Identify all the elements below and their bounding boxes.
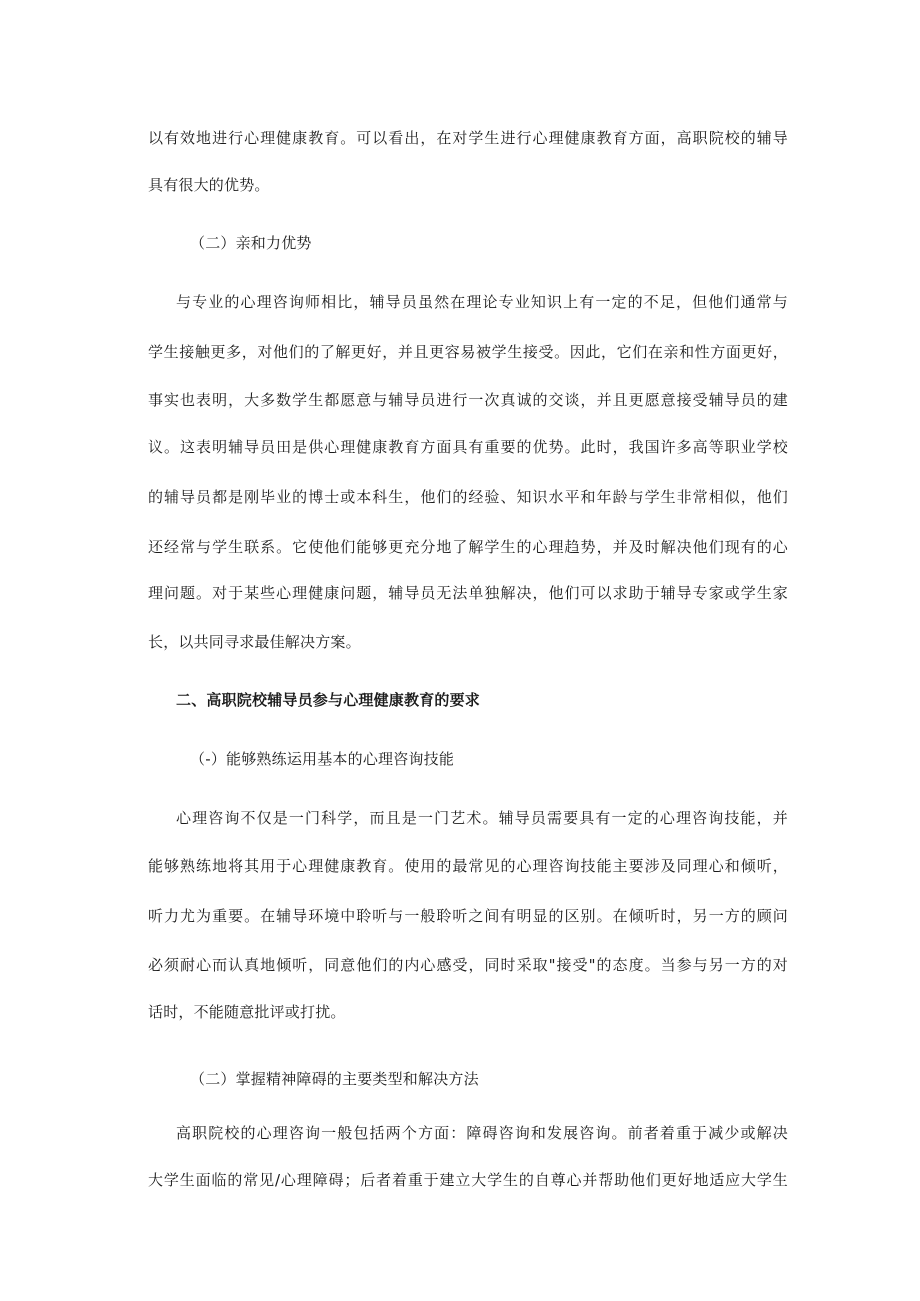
paragraph-line: 必须耐心而认真地倾听，同意他们的内心感受，同时采取"接受"的态度。当参与另一方的对	[148, 956, 788, 974]
paragraph-line: 具有很大的优势。	[148, 176, 270, 194]
section-subheading: （二）亲和力优势	[190, 234, 312, 252]
paragraph-line: 议。这表明辅导员田是供心理健康教育方面具有重要的优势。此时，我国许多高等职业学校	[148, 438, 788, 456]
paragraph-line: 理问题。对于某些心理健康问题，辅导员无法单独解决，他们可以求助于辅导专家或学生家	[148, 584, 788, 602]
paragraph-line: 心理咨询不仅是一门科学，而且是一门艺术。辅导员需要具有一定的心理咨询技能，并	[176, 809, 788, 827]
section-heading: 二、高职院校辅导员参与心理健康教育的要求	[176, 691, 481, 709]
paragraph-line: 能够熟练地将其用于心理健康教育。使用的最常见的心理咨询技能主要涉及同理心和倾听，	[148, 857, 788, 875]
paragraph-line: 大学生面临的常见/心理障碍；后者着重于建立大学生的自尊心并帮助他们更好地适应大学生	[148, 1171, 788, 1189]
section-subheading: （-）能够熟练运用基本的心理咨询技能	[190, 750, 455, 768]
paragraph-line: 还经常与学生联系。它使他们能够更充分地了解学生的心理趋势，并及时解决他们现有的心	[148, 538, 788, 556]
section-subheading: （二）掌握精神障碍的主要类型和解决方法	[190, 1070, 479, 1088]
paragraph-line: 与专业的心理咨询师相比，辅导员虽然在理论专业知识上有一定的不足，但他们通常与	[176, 293, 788, 311]
paragraph-line: 以有效地进行心理健康教育。可以看出，在对学生进行心理健康教育方面，高职院校的辅导	[148, 129, 788, 147]
paragraph-line: 话时，不能随意批评或打扰。	[148, 1003, 346, 1021]
paragraph-line: 事实也表明，大多数学生都愿意与辅导员进行一次真诚的交谈，并且更愿意接受辅导员的建	[148, 391, 788, 409]
paragraph-line: 学生接触更多，对他们的了解更好，并且更容易被学生接受。因此，它们在亲和性方面更好，	[148, 343, 788, 361]
paragraph-line: 的辅导员都是刚毕业的博士或本科生，他们的经验、知识水平和年龄与学生非常相似，他们	[148, 488, 788, 506]
paragraph-line: 长，以共同寻求最佳解决方案。	[148, 633, 361, 651]
paragraph-line: 听力尤为重要。在辅导环境中聆听与一般聆听之间有明显的区别。在倾听时，另一方的顾问	[148, 907, 788, 925]
paragraph-line: 高职院校的心理咨询一般包括两个方面：障碍咨询和发展咨询。前者着重于减少或解决	[176, 1124, 788, 1142]
